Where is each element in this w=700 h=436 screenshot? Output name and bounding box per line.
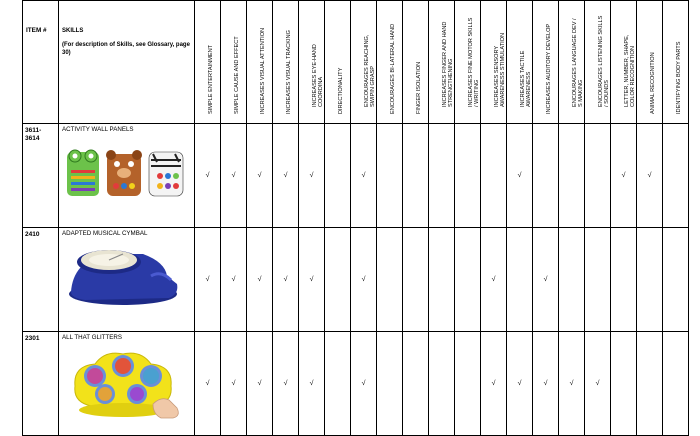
skill-check-cell (351, 332, 377, 436)
skills-header-note: (For description of Skills, see Glossary, page 30) (62, 42, 190, 56)
skills-header-label: SKILLS (62, 28, 84, 34)
product-name: ACTIVITY WALL PANELS (62, 126, 134, 133)
skills-header (59, 1, 195, 124)
skill-check-cell (403, 228, 429, 332)
skills-table (22, 0, 689, 436)
skill-check-cell (533, 332, 559, 436)
product-cell (59, 124, 195, 228)
skill-column-label: DIRECTIONALITY (337, 67, 344, 114)
skill-column-header (351, 1, 377, 124)
skill-check-cell (377, 332, 403, 436)
skill-check-cell (273, 228, 299, 332)
skill-column-label: INCREASES VISUAL ATTENTION (259, 27, 266, 114)
skill-check-cell (507, 332, 533, 436)
item-number: 2410 (23, 228, 59, 332)
skill-check-cell (429, 228, 455, 332)
skill-column-header (325, 1, 351, 124)
skill-check-cell (195, 228, 221, 332)
skill-column-header (247, 1, 273, 124)
item-number: 3611- 3614 (23, 124, 59, 228)
skill-column-label: INCREASES EYE-HAND COORDINA (311, 44, 324, 108)
skill-check-cell (533, 228, 559, 332)
skill-column-label: INCREASES FINGER AND HAND STRENGTHENING (441, 21, 454, 108)
skill-column-header (663, 1, 689, 124)
skill-column-header (299, 1, 325, 124)
check-mark: √ (283, 380, 288, 387)
check-mark: √ (361, 380, 366, 387)
check-mark: √ (309, 172, 314, 179)
skill-check-cell (325, 124, 351, 228)
skill-column-header (611, 1, 637, 124)
skill-check-cell (559, 228, 585, 332)
check-mark: √ (257, 172, 262, 179)
check-mark: √ (569, 380, 574, 387)
skill-column-header (559, 1, 585, 124)
skill-column-header (455, 1, 481, 124)
skill-column-label: FINGER ISOLATION (415, 61, 422, 114)
skill-check-cell (299, 124, 325, 228)
check-mark: √ (205, 380, 210, 387)
skill-check-cell (247, 124, 273, 228)
skill-check-cell (637, 228, 663, 332)
activity-wall-panels-image (65, 146, 185, 198)
skill-column-label: SIMPLE ENTERTAINMENT (207, 44, 214, 114)
skill-check-cell (637, 124, 663, 228)
skill-check-cell (299, 228, 325, 332)
skill-column-label: INCREASES SENSORY AWARENESS STIMULATION (493, 33, 506, 108)
check-mark: √ (283, 172, 288, 179)
header-row (23, 1, 689, 124)
skill-column-label: ENCOURAGES BI-LATERAL HAND (389, 23, 396, 114)
skill-column-label: ANIMAL RECOGNITION (649, 51, 656, 114)
product-name: ADAPTED MUSICAL CYMBAL (62, 230, 148, 237)
skill-check-cell (637, 332, 663, 436)
skill-check-cell (403, 124, 429, 228)
skill-column-label: SIMPLE CAUSE AND EFFECT (233, 35, 240, 114)
skill-check-cell (247, 332, 273, 436)
skill-check-cell (559, 124, 585, 228)
check-mark: √ (231, 380, 236, 387)
skill-check-cell (273, 332, 299, 436)
check-mark: √ (621, 172, 626, 179)
skill-column-header (429, 1, 455, 124)
skill-check-cell (247, 228, 273, 332)
check-mark: √ (205, 276, 210, 283)
skill-check-cell (221, 332, 247, 436)
table-row (23, 124, 689, 228)
skill-check-cell (663, 228, 689, 332)
item-number-header: ITEM # (23, 1, 59, 124)
skill-check-cell (481, 332, 507, 436)
skill-check-cell (273, 124, 299, 228)
check-mark: √ (231, 276, 236, 283)
check-mark: √ (205, 172, 210, 179)
product-cell (59, 332, 195, 436)
skill-column-header (403, 1, 429, 124)
table-row (23, 228, 689, 332)
skill-check-cell (481, 228, 507, 332)
skill-check-cell (351, 228, 377, 332)
check-mark: √ (309, 276, 314, 283)
skill-column-header (273, 1, 299, 124)
skill-check-cell (611, 332, 637, 436)
skill-column-label: ENCOURAGES REACHING, SWIPIN GRASP (363, 34, 376, 108)
product-cell (59, 228, 195, 332)
skill-check-cell (533, 124, 559, 228)
skill-column-header (585, 1, 611, 124)
check-mark: √ (543, 380, 548, 387)
skill-column-label: ENCOURAGES LANGUAGE DEV / S MAKING (571, 18, 584, 108)
skill-check-cell (403, 332, 429, 436)
skill-column-header (221, 1, 247, 124)
table-row (23, 332, 689, 436)
skill-check-cell (195, 332, 221, 436)
skill-check-cell (455, 124, 481, 228)
check-mark: √ (361, 172, 366, 179)
product-name: ALL THAT GLITTERS (62, 334, 122, 341)
skill-check-cell (481, 124, 507, 228)
skill-check-cell (325, 228, 351, 332)
skill-check-cell (663, 124, 689, 228)
skill-check-cell (585, 124, 611, 228)
check-mark: √ (283, 276, 288, 283)
check-mark: √ (517, 380, 522, 387)
skill-check-cell (455, 332, 481, 436)
skill-column-header (637, 1, 663, 124)
check-mark: √ (647, 172, 652, 179)
check-mark: √ (309, 380, 314, 387)
check-mark: √ (257, 380, 262, 387)
skill-column-label: IDENTIFYING BODY PARTS (675, 41, 682, 114)
musical-cymbal-image (65, 242, 183, 308)
skill-column-header (481, 1, 507, 124)
skill-check-cell (429, 124, 455, 228)
check-mark: √ (517, 172, 522, 179)
skill-check-cell (559, 332, 585, 436)
skill-check-cell (195, 124, 221, 228)
skill-check-cell (325, 332, 351, 436)
skill-check-cell (507, 124, 533, 228)
skill-check-cell (377, 124, 403, 228)
glitter-toy-image (65, 346, 183, 420)
check-mark: √ (491, 380, 496, 387)
skill-column-header (533, 1, 559, 124)
skill-check-cell (585, 332, 611, 436)
skill-check-cell (585, 228, 611, 332)
skill-column-header (507, 1, 533, 124)
check-mark: √ (595, 380, 600, 387)
skill-column-label: INCREASES VISUAL TRACKING (285, 29, 292, 114)
skill-column-label: INCREASES FINE MOTOR SKILLS / WRITING (467, 17, 480, 108)
check-mark: √ (361, 276, 366, 283)
skill-column-header (377, 1, 403, 124)
skill-check-cell (377, 228, 403, 332)
skill-check-cell (221, 228, 247, 332)
skill-column-label: LETTER, NUMBER, SHAPE, COLOR RECOGNITION (623, 34, 636, 108)
skill-check-cell (611, 124, 637, 228)
item-number: 2301 (23, 332, 59, 436)
check-mark: √ (257, 276, 262, 283)
skill-check-cell (507, 228, 533, 332)
skill-check-cell (351, 124, 377, 228)
skill-check-cell (299, 332, 325, 436)
skill-column-header (195, 1, 221, 124)
check-mark: √ (491, 276, 496, 283)
check-mark: √ (231, 172, 236, 179)
skill-check-cell (429, 332, 455, 436)
skill-check-cell (221, 124, 247, 228)
skill-check-cell (663, 332, 689, 436)
skill-check-cell (611, 228, 637, 332)
skill-column-label: INCREASES TACTILE AWARENESS (519, 50, 532, 108)
check-mark: √ (543, 276, 548, 283)
skill-column-label: ENCOURAGES LISTENING SKILLS / SOUNDS (597, 15, 610, 108)
skill-check-cell (455, 228, 481, 332)
skill-column-label: INCREASES AUDITORY DEVELOP (545, 23, 552, 114)
